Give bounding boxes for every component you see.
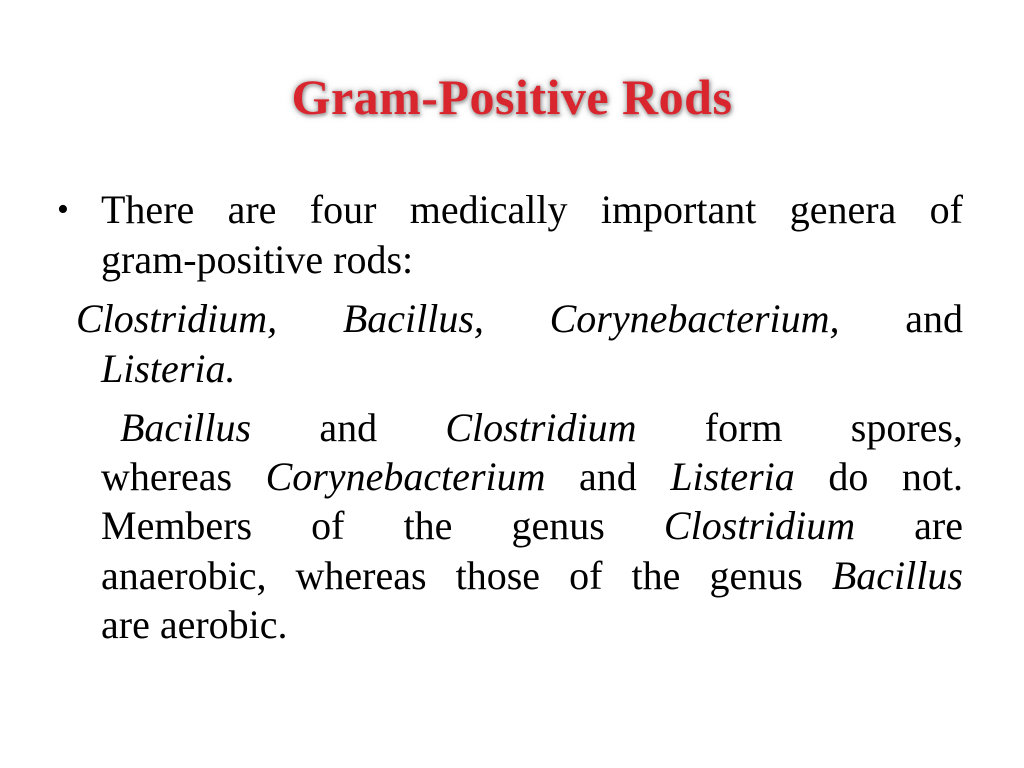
genus-name: Bacillus, [342,296,484,341]
paragraph-line-9: are aerobic. [101,602,288,647]
word: and [905,296,963,341]
paragraph-line-3 [76,295,963,343]
bullet-marker: • [57,191,69,228]
word: do [828,454,869,499]
word: and [319,405,378,450]
word: whereas [295,553,427,598]
paragraph-line-6 [101,453,963,501]
word: of [311,503,345,548]
word: are [914,503,963,548]
word: genus [709,553,803,598]
genus-name: Clostridium [663,503,856,548]
genus-name: Listeria [670,454,795,499]
word: the [631,553,681,598]
paragraph-line-7 [101,502,963,550]
word: not. [901,454,963,499]
paragraph-line-5 [120,404,963,452]
slide-title: Gram-Positive Rods [291,69,733,125]
word: those [455,553,541,598]
word: and [579,454,637,499]
genus-name: Clostridium [445,405,637,450]
word: of [569,553,603,598]
word: four [309,187,377,232]
word: important [600,187,757,232]
word: the [403,503,453,548]
paragraph-line-1 [101,186,963,234]
genus-name: Bacillus [831,553,963,598]
paragraph-line-2: gram-positive rods: [101,237,414,282]
paragraph-line-8 [101,552,963,600]
word: Members [101,503,253,548]
genus-name: Bacillus [120,405,252,450]
genus-name: Clostridium, [76,296,278,341]
word: anaerobic, [101,553,267,598]
word: genera [789,187,897,232]
word: whereas [101,454,233,499]
genus-name: Listeria. [101,346,236,391]
word: genus [511,503,605,548]
word: spores, [850,405,963,450]
word: are [227,187,277,232]
genus-name: Corynebacterium [265,454,546,499]
word: There [101,187,195,232]
word: form [704,405,783,450]
word: medically [409,187,568,232]
word: of [929,187,963,232]
genus-name: Corynebacterium, [549,296,840,341]
paragraph-line-4 [101,345,235,393]
